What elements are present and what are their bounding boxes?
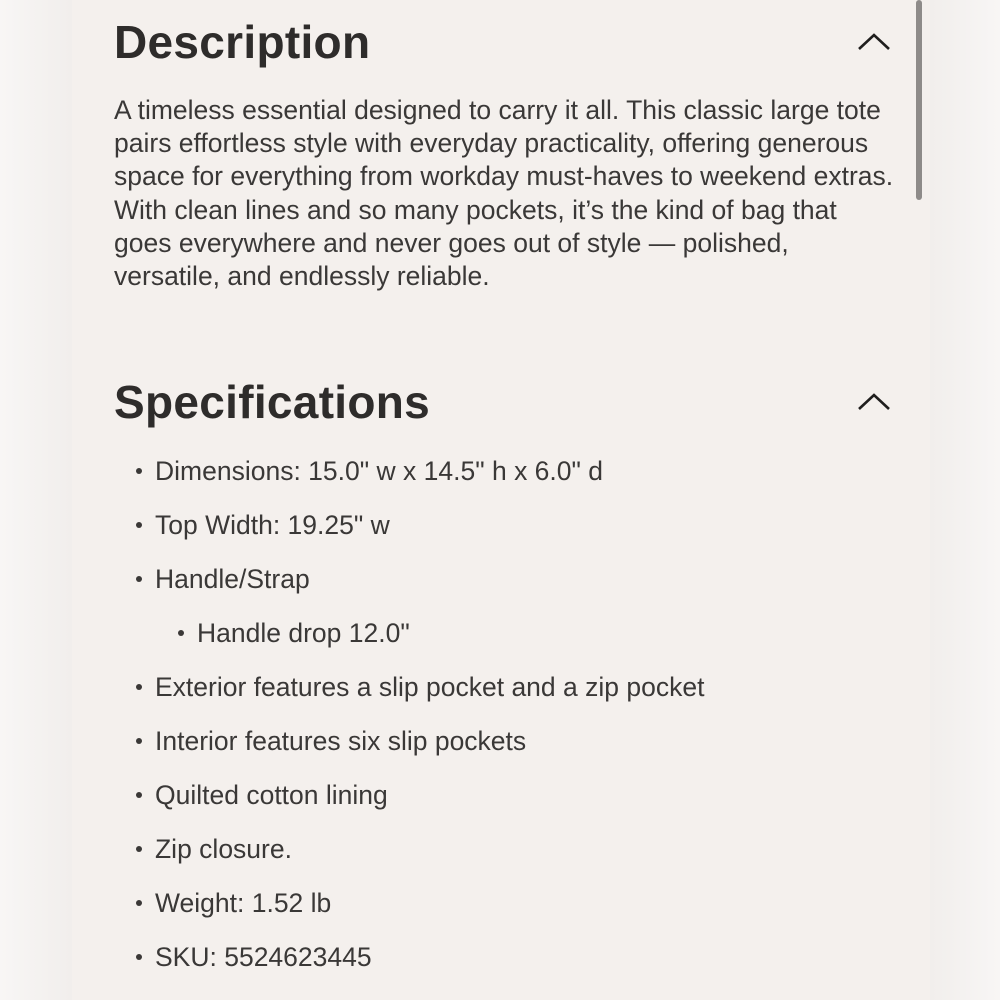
- spec-item: [114, 660, 894, 714]
- description-header[interactable]: [114, 12, 894, 72]
- spec-item: [114, 552, 894, 606]
- description-toggle-button[interactable]: [854, 22, 894, 62]
- specifications-header[interactable]: [114, 372, 894, 432]
- spec-item: [114, 498, 894, 552]
- bullet-icon: [136, 792, 142, 798]
- bullet-icon: [136, 738, 142, 744]
- bullet-icon: [136, 468, 142, 474]
- chevron-up-icon: [857, 32, 891, 52]
- specifications-section: [114, 372, 894, 984]
- bullet-icon: [136, 522, 142, 528]
- bullet-icon: [136, 954, 142, 960]
- spec-item-text: Zip closure.: [155, 834, 292, 864]
- bullet-icon: [136, 900, 142, 906]
- spec-item-text: Quilted cotton lining: [155, 780, 388, 810]
- description-section: [114, 12, 894, 293]
- specifications-toggle-button[interactable]: [854, 382, 894, 422]
- right-margin: [930, 0, 1000, 1000]
- bullet-icon: [136, 846, 142, 852]
- spec-item: [114, 876, 894, 930]
- chevron-up-icon: [857, 392, 891, 412]
- bullet-icon: [136, 684, 142, 690]
- spec-item-text: Interior features six slip pockets: [155, 726, 527, 756]
- spec-item-text: Exterior features a slip pocket and a zip pocket: [155, 672, 705, 702]
- bullet-icon: [178, 630, 184, 636]
- description-text: A timeless essential designed to carry it all. This classic large tote pairs effortless style with everyday practicality, offering generous space for everything from workday must-haves to weekend extras. With clean lines and so many pockets, it’s the kind of bag that goes everywhere and never goes out of style — polished, versatile, and endlessly reliable.: [114, 95, 894, 292]
- bullet-icon: [136, 576, 142, 582]
- spec-item: [114, 822, 894, 876]
- spec-item: [114, 444, 894, 498]
- spec-item-text: SKU: 5524623445: [155, 942, 372, 972]
- spec-item-text: Top Width: 19.25" w: [155, 510, 390, 540]
- spec-item-text: Handle/Strap: [155, 564, 310, 594]
- spec-item-text: Dimensions: 15.0" w x 14.5" h x 6.0" d: [155, 456, 604, 486]
- description-title: Description: [114, 16, 371, 68]
- spec-item-text: Handle drop 12.0": [197, 618, 410, 648]
- spec-subitem: [114, 606, 894, 660]
- spec-item-text: Weight: 1.52 lb: [155, 888, 332, 918]
- specifications-list: [114, 444, 894, 984]
- scrollbar-thumb[interactable]: [916, 0, 922, 200]
- spec-item: [114, 930, 894, 984]
- spec-item: [114, 714, 894, 768]
- specifications-title: Specifications: [114, 376, 431, 428]
- left-margin: [0, 0, 72, 1000]
- spec-item: [114, 768, 894, 822]
